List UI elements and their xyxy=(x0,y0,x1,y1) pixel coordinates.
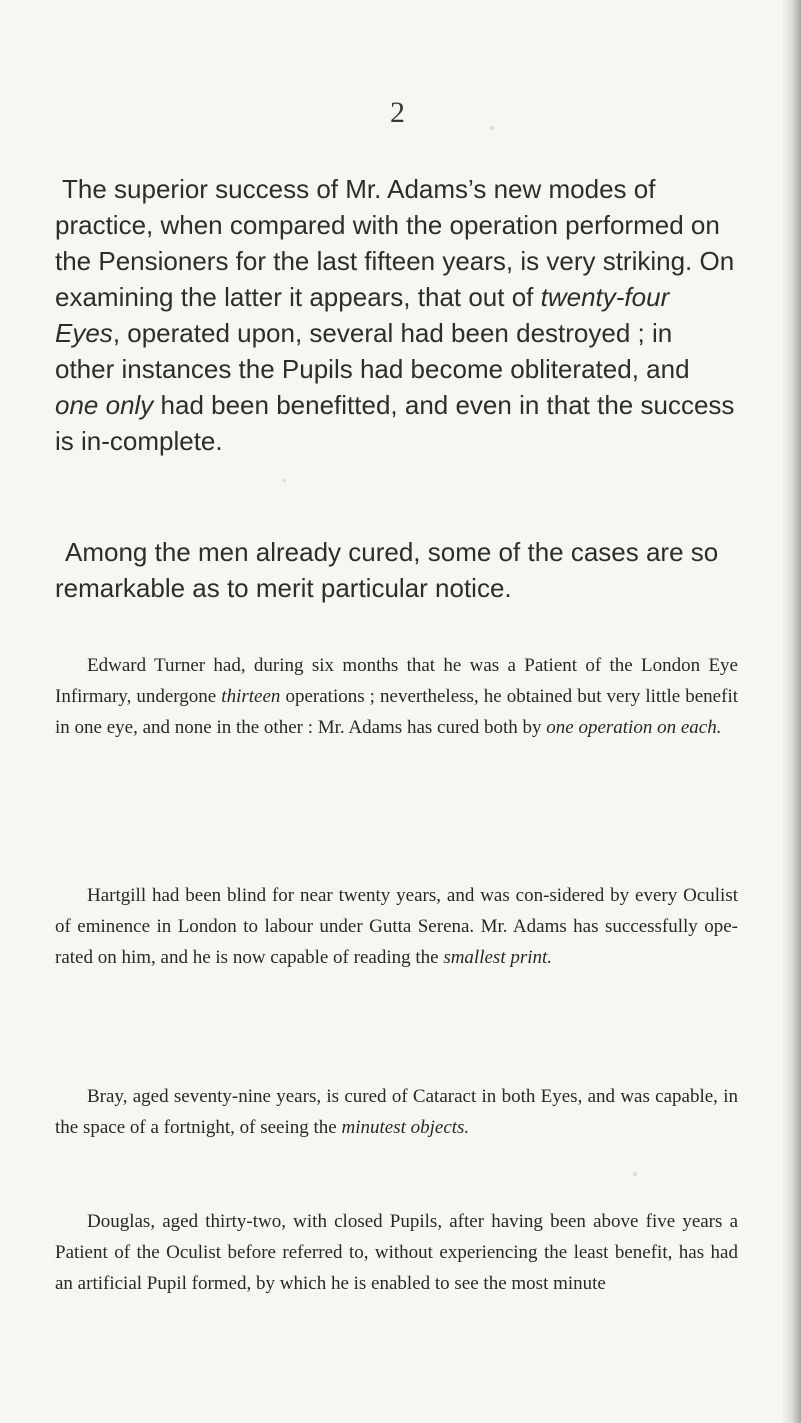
italic-span: one only xyxy=(55,390,154,420)
page-number: 2 xyxy=(390,96,405,129)
text-span: Among the men already cured, some of the cases are so remarkable as to merit particular notice. xyxy=(55,537,719,603)
text-span: , operated upon, several had been destroyed ; in other instances the Pupils had become obliterated, and xyxy=(55,318,690,384)
paragraph-edward-turner xyxy=(55,650,738,743)
paragraph-bray xyxy=(55,1081,738,1143)
ink-speck xyxy=(283,479,286,482)
text-span: Hartgill had been blind for near twenty years, and was con-sidered by every Oculist of eminence in London to labour under Gutta Serena. Mr. Adams has successfully ope-rated on him, and he is now capable of reading the xyxy=(55,885,738,968)
text-span: had been benefitted, and even in that the success is in-complete. xyxy=(55,390,735,456)
italic-span: one operation on each. xyxy=(546,717,722,738)
paragraph-pensioners-comparison xyxy=(55,171,737,459)
text-span: Douglas, aged thirty-two, with closed Pupils, after having been above five years a Patient of the Oculist before referred to, without experiencing the least benefit, has had an artificial Pupil formed, by which he is enabled to see the most minute xyxy=(55,1211,738,1294)
text-span: The superior success of Mr. Adams’s new modes of practice, when compared with the operation performed on the Pensioners for the last fifteen years, is very striking. On examining the latter it appears, that out of xyxy=(55,174,735,312)
italic-span: twenty-four Eyes xyxy=(55,282,670,348)
paragraph-hartgill xyxy=(55,880,738,973)
text-span: Edward Turner had, during six months that he was a Patient of the London Eye Infirmary, undergone xyxy=(55,655,738,707)
text-span: operations ; nevertheless, he obtained but very little benefit in one eye, and none in the other : Mr. Adams has cured both by xyxy=(55,686,738,738)
italic-span: minutest objects. xyxy=(341,1117,470,1138)
page-edge-shadow xyxy=(781,0,801,1423)
ink-speck xyxy=(633,1172,637,1176)
paragraph-remarkable-cases xyxy=(55,534,737,606)
paragraph-douglas xyxy=(55,1206,738,1299)
text-span: Bray, aged seventy-nine years, is cured of Cataract in both Eyes, and was capable, in the space of a fortnight, of seeing the xyxy=(55,1086,738,1138)
italic-span: thirteen xyxy=(221,686,281,707)
italic-span: smallest print. xyxy=(443,947,553,968)
ink-speck xyxy=(490,126,494,130)
